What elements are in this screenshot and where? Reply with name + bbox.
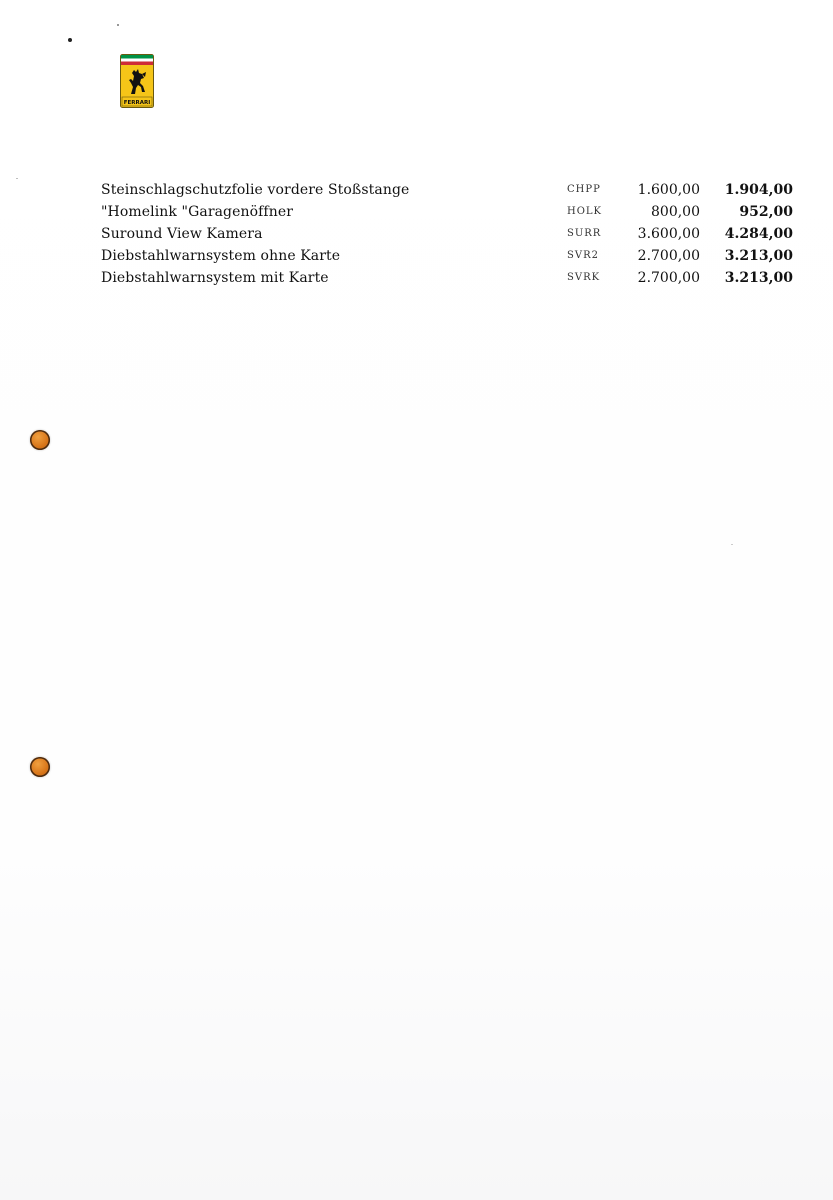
item-net-price: 2.700,00 (637, 270, 700, 286)
item-description: Steinschlagschutzfolie vordere Stoßstange (101, 182, 410, 198)
item-code: SURR (567, 228, 602, 239)
item-net-price: 3.600,00 (637, 226, 700, 242)
price-list (101, 179, 801, 289)
item-gross-price: 3.213,00 (724, 248, 793, 264)
item-net-price: 2.700,00 (637, 248, 700, 264)
price-row (101, 267, 801, 289)
item-description: Diebstahlwarnsystem ohne Karte (101, 248, 341, 264)
item-code: CHPP (567, 184, 601, 195)
scan-speck (731, 544, 733, 545)
item-description: Suround View Kamera (101, 226, 263, 242)
item-gross-price: 1.904,00 (724, 182, 793, 198)
scan-speck (117, 24, 119, 26)
item-gross-price: 952,00 (739, 204, 793, 220)
price-row (101, 179, 801, 201)
punch-hole-bottom (30, 757, 50, 777)
item-code: SVR2 (567, 250, 599, 261)
item-net-price: 800,00 (651, 204, 700, 220)
item-code: SVRK (567, 272, 601, 283)
ferrari-logo-icon (120, 54, 154, 108)
scan-speck (68, 38, 72, 42)
item-description: "Homelink "Garagenöffner (101, 204, 294, 220)
price-row (101, 245, 801, 267)
price-row (101, 223, 801, 245)
scan-speck (16, 178, 18, 179)
logo-text: FERRARI (123, 100, 151, 106)
item-code: HOLK (567, 206, 603, 217)
item-description: Diebstahlwarnsystem mit Karte (101, 270, 329, 286)
price-row (101, 201, 801, 223)
punch-hole-top (30, 430, 50, 450)
item-gross-price: 3.213,00 (724, 270, 793, 286)
item-gross-price: 4.284,00 (724, 226, 793, 242)
item-net-price: 1.600,00 (637, 182, 700, 198)
